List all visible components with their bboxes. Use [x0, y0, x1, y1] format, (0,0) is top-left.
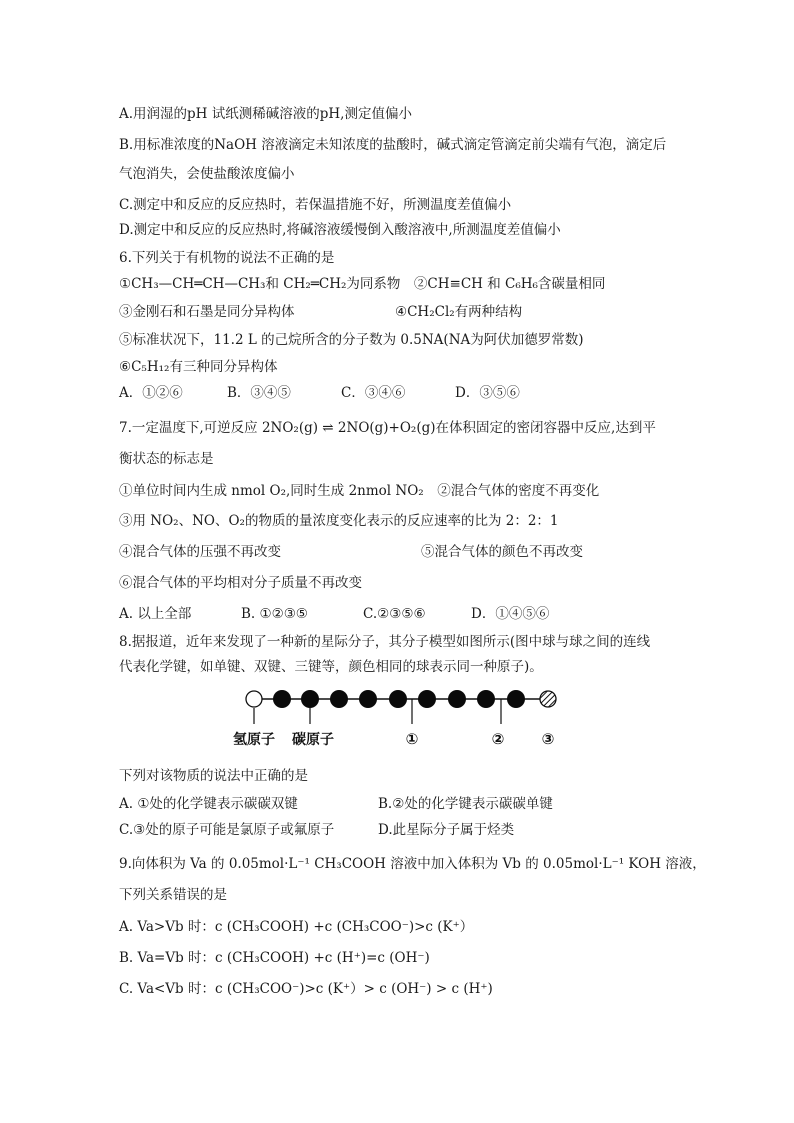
q7-options — [119, 604, 549, 624]
q7-statement-6: ⑥混合气体的平均相对分子质量不再改变 — [119, 575, 362, 591]
q7-stem-line1: 7.一定温度下,可逆反应 2NO₂(g) ⇌ 2NO(g)+O₂(g)在体积固定的密闭容器中反应,达到平 — [119, 420, 656, 436]
label-marker-1: ① — [405, 730, 419, 748]
carbon-atom — [359, 690, 377, 708]
q6-option-d[interactable]: D．③⑤⑥ — [455, 385, 520, 401]
carbon-atom — [389, 690, 407, 708]
q7-stem-line2: 衡状态的标志是 — [119, 451, 214, 467]
q5-option-a: A.用润湿的pH 试纸测稀碱溶液的pH,测定值偏小 — [119, 106, 412, 122]
q6-stem: 6.下列关于有机物的说法不正确的是 — [119, 250, 335, 266]
q7-option-b[interactable]: B. ①②③⑤ — [241, 606, 308, 622]
q8-option-a[interactable]: A. ①处的化学键表示碳碳双键 — [119, 796, 298, 812]
carbon-atom — [507, 690, 525, 708]
q6-options — [119, 383, 520, 403]
q6-option-c[interactable]: C．③④⑥ — [341, 385, 406, 401]
q6-option-b[interactable]: B．③④⑤ — [227, 385, 291, 401]
q7-option-d[interactable]: D．①④⑤⑥ — [471, 606, 550, 622]
carbon-atom — [330, 690, 348, 708]
q6-statement-5: ⑤标准状况下，11.2 L 的己烷所含的分子数为 0.5NA(NA为阿伏加德罗常数) — [119, 332, 584, 348]
q5-option-c: C.测定中和反应的反应热时，若保温措施不好，所测温度差值偏小 — [119, 197, 512, 213]
q6-option-a[interactable]: A．①②⑥ — [119, 385, 183, 401]
q7-statement-5: ⑤混合气体的颜色不再改变 — [421, 544, 583, 560]
q6-statement-4: ④CH₂Cl₂有两种结构 — [395, 304, 523, 320]
carbon-atom — [273, 690, 291, 708]
carbon-atom — [301, 690, 319, 708]
q5-option-b-line1: B.用标准浓度的NaOH 溶液滴定未知浓度的盐酸时，碱式滴定管滴定前尖端有气泡，滴定后 — [119, 137, 667, 153]
q5-option-b-line2: 气泡消失，会使盐酸浓度偏小 — [119, 166, 295, 182]
q8-option-c[interactable]: C.③处的原子可能是氯原子或氟原子 — [119, 822, 335, 838]
carbon-atom — [418, 690, 436, 708]
molecule-model-diagram — [220, 684, 580, 754]
q9-stem-line1: 9.向体积为 Va 的 0.05mol·L⁻¹ CH₃COOH 溶液中加入体积为 Vb 的 0.05mol·L⁻¹ KOH 溶液， — [119, 856, 706, 872]
carbon-atom — [448, 690, 466, 708]
unknown-atom-3 — [540, 691, 556, 707]
label-carbon-atom: 碳原子 — [292, 732, 334, 748]
hydrogen-atom — [246, 691, 262, 707]
q9-option-b[interactable]: B. Va=Vb 时：c (CH₃COOH) +c (H⁺)=c (OH⁻) — [119, 950, 430, 966]
carbon-atom — [477, 690, 495, 708]
q9-stem-line2: 下列关系错误的是 — [119, 887, 227, 903]
q6-statement-3: ③金刚石和石墨是同分异构体 — [119, 304, 295, 320]
q7-statement-1-2: ①单位时间内生成 nmol O₂,同时生成 2nmol NO₂ ②混合气体的密度不再变化 — [119, 483, 600, 499]
q9-option-c[interactable]: C. Va<Vb 时：c (CH₃COO⁻)>c (K⁺）> c (OH⁻) > c (H⁺) — [119, 981, 493, 997]
label-marker-3: ③ — [541, 730, 555, 748]
q8-stem-line2: 代表化学键，如单键、双键、三键等，颜色相同的球表示同一种原子)。 — [119, 659, 543, 675]
q7-statement-3: ③用 NO₂、NO、O₂的物质的量浓度变化表示的反应速率的比为 2：2：1 — [119, 513, 559, 529]
q7-statement-4: ④混合气体的压强不再改变 — [119, 544, 281, 560]
q6-statement-1-2: ①CH₃—CH═CH—CH₃和 CH₂═CH₂为同系物 ②CH≡CH 和 C₆H₆含碳量相同 — [119, 276, 606, 292]
q9-option-a[interactable]: A. Va>Vb 时：c (CH₃COOH) +c (CH₃COO⁻)>c (K⁺） — [119, 919, 474, 935]
label-hydrogen-atom: 氢原子 — [233, 732, 275, 748]
q7-option-c[interactable]: C.②③⑤⑥ — [363, 606, 426, 622]
q5-option-d: D.测定中和反应的反应热时,将碱溶液缓慢倒入酸溶液中,所测温度差值偏小 — [119, 222, 561, 238]
q7-option-a[interactable]: A. 以上全部 — [119, 606, 192, 622]
q8-stem-line1: 8.据报道，近年来发现了一种新的星际分子，其分子模型如图所示(图中球与球之间的连线 — [119, 634, 651, 650]
q8-option-b[interactable]: B.②处的化学键表示碳碳单键 — [378, 796, 553, 812]
q8-option-d[interactable]: D.此星际分子属于烃类 — [378, 822, 515, 838]
label-marker-2: ② — [491, 730, 505, 748]
q6-statement-6: ⑥C₅H₁₂有三种同分异构体 — [119, 359, 278, 375]
q8-question: 下列对该物质的说法中正确的是 — [119, 768, 308, 784]
